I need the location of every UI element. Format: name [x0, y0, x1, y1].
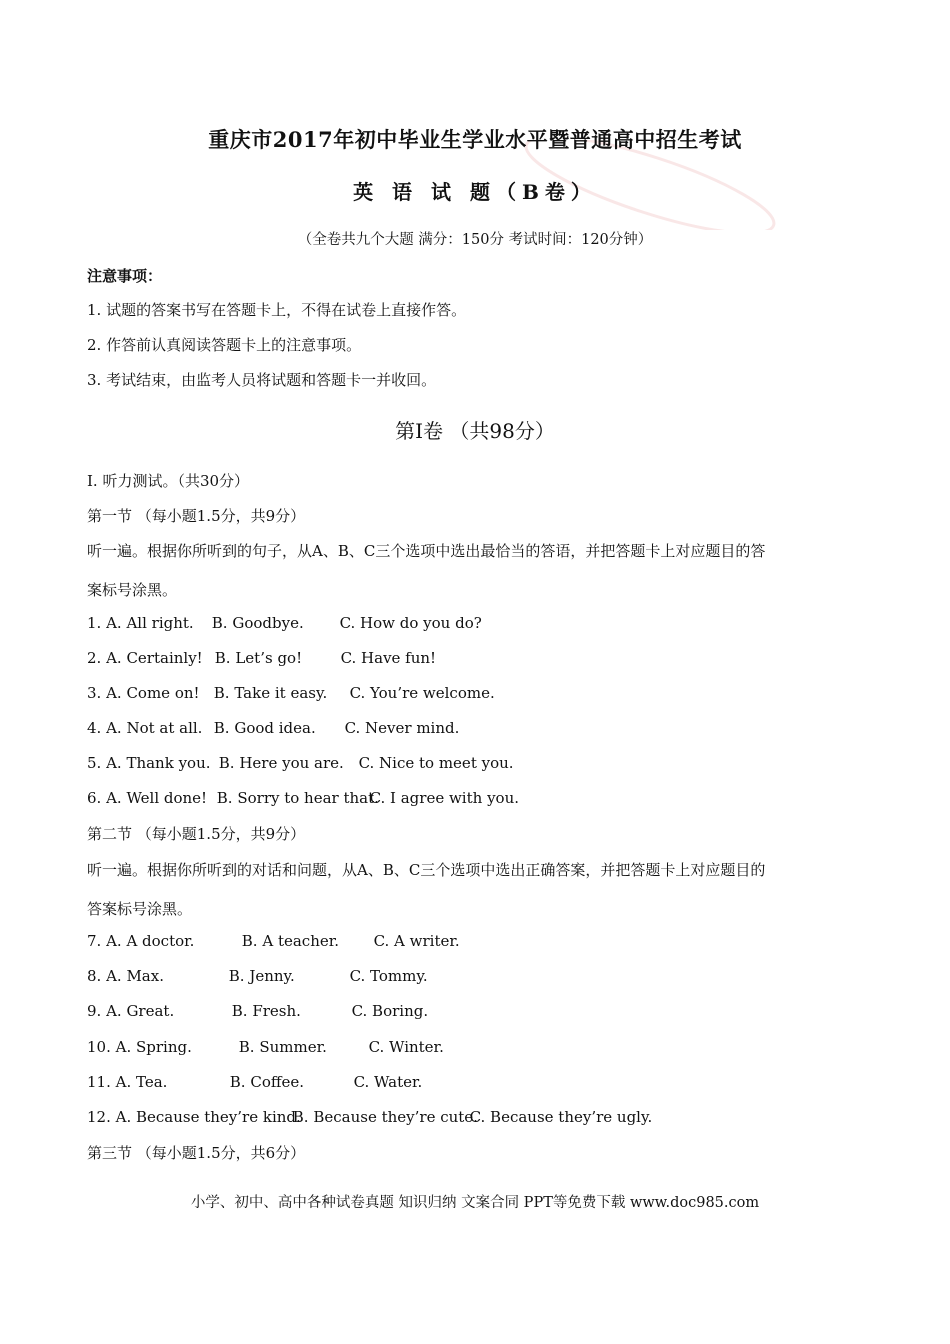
notice-item: 3. 考试结束，由监考人员将试题和答题卡一并收回。 [87, 371, 437, 389]
question-row [87, 1002, 428, 1020]
option-c: C. Boring. [351, 1002, 429, 1020]
question-row [87, 1038, 444, 1056]
option-b: B. Good idea. [213, 719, 316, 737]
instruction-text: 听一遍。根据你所听到的对话和问题，从A、B、C三个选项中选出正确答案，并把答题卡上对应题目的 [87, 861, 766, 879]
option-a: 5. A. Thank you. [87, 754, 211, 772]
option-b: B. Coffee. [229, 1073, 305, 1091]
option-c: C. Never mind. [344, 719, 460, 737]
question-row [87, 649, 436, 667]
option-b: B. Goodbye. [211, 614, 304, 632]
option-c: C. Because they’re ugly. [469, 1108, 653, 1126]
page-footer: 小学、初中、高中各种试卷真题 知识归纳 文案合同 PPT等免费下载 www.doc985.com [190, 1195, 760, 1211]
section-title: 第一节 （每小题1.5分，共9分） [87, 507, 306, 525]
option-b: B. Sorry to hear that. [216, 789, 379, 807]
instruction-text: 听一遍。根据你所听到的句子，从A、B、C三个选项中选出最恰当的答语，并把答题卡上对应题目的答 [87, 542, 766, 560]
option-b: B. Summer. [238, 1038, 327, 1056]
question-row [87, 789, 519, 807]
exam-title: 重庆市2017年初中毕业生学业水平暨普通高中招生考试 [208, 127, 742, 152]
option-b: B. Jenny. [228, 967, 295, 985]
exam-info: （全卷共九个大题 满分：150分 考试时间：120分钟） [297, 232, 653, 248]
option-a: 10. A. Spring. [87, 1038, 192, 1056]
option-b: B. Here you are. [218, 754, 344, 772]
option-c: C. Winter. [368, 1038, 444, 1056]
question-row [87, 614, 482, 632]
instruction-text: 答案标号涂黑。 [87, 900, 193, 918]
option-c: C. Water. [353, 1073, 423, 1091]
option-b: B. Because they’re cute. [292, 1108, 478, 1126]
option-a: 7. A. A doctor. [87, 932, 195, 950]
option-c: C. Tommy. [349, 967, 428, 985]
option-a: 3. A. Come on! [87, 684, 200, 702]
section-title: 第三节 （每小题1.5分，共6分） [87, 1144, 306, 1162]
section-title: 第二节 （每小题1.5分，共9分） [87, 825, 306, 843]
question-row [87, 967, 428, 985]
question-row [87, 1108, 652, 1126]
option-a: 12. A. Because they’re kind. [87, 1108, 301, 1126]
option-c: C. How do you do? [339, 614, 482, 632]
option-a: 11. A. Tea. [87, 1073, 168, 1091]
option-a: 6. A. Well done! [87, 789, 208, 807]
notice-heading: 注意事项： [87, 267, 163, 285]
question-row [87, 1073, 422, 1091]
option-a: 9. A. Great. [87, 1002, 175, 1020]
option-c: C. Have fun! [340, 649, 437, 667]
option-a: 2. A. Certainly! [87, 649, 203, 667]
option-b: B. Take it easy. [213, 684, 328, 702]
question-row [87, 754, 514, 772]
option-c: C. I agree with you. [369, 789, 519, 807]
option-c: C. Nice to meet you. [358, 754, 514, 772]
option-b: B. A teacher. [241, 932, 340, 950]
notice-item: 1. 试题的答案书写在答题卡上，不得在试卷上直接作答。 [87, 301, 467, 319]
option-a: 4. A. Not at all. [87, 719, 203, 737]
volume-title: 第I卷 （共98分） [395, 419, 555, 443]
part-heading: I. 听力测试。（共30分） [87, 472, 250, 490]
option-a: 8. A. Max. [87, 967, 164, 985]
question-row [87, 719, 459, 737]
option-c: C. A writer. [373, 932, 460, 950]
question-row [87, 684, 495, 702]
option-c: C. You’re welcome. [349, 684, 495, 702]
option-b: B. Fresh. [231, 1002, 301, 1020]
option-a: 1. A. All right. [87, 614, 194, 632]
instruction-text: 案标号涂黑。 [87, 581, 178, 599]
question-row [87, 932, 460, 950]
notice-item: 2. 作答前认真阅读答题卡上的注意事项。 [87, 336, 362, 354]
option-b: B. Let’s go! [214, 649, 303, 667]
exam-subtitle: 英 语 试 题（B卷） [353, 180, 597, 204]
